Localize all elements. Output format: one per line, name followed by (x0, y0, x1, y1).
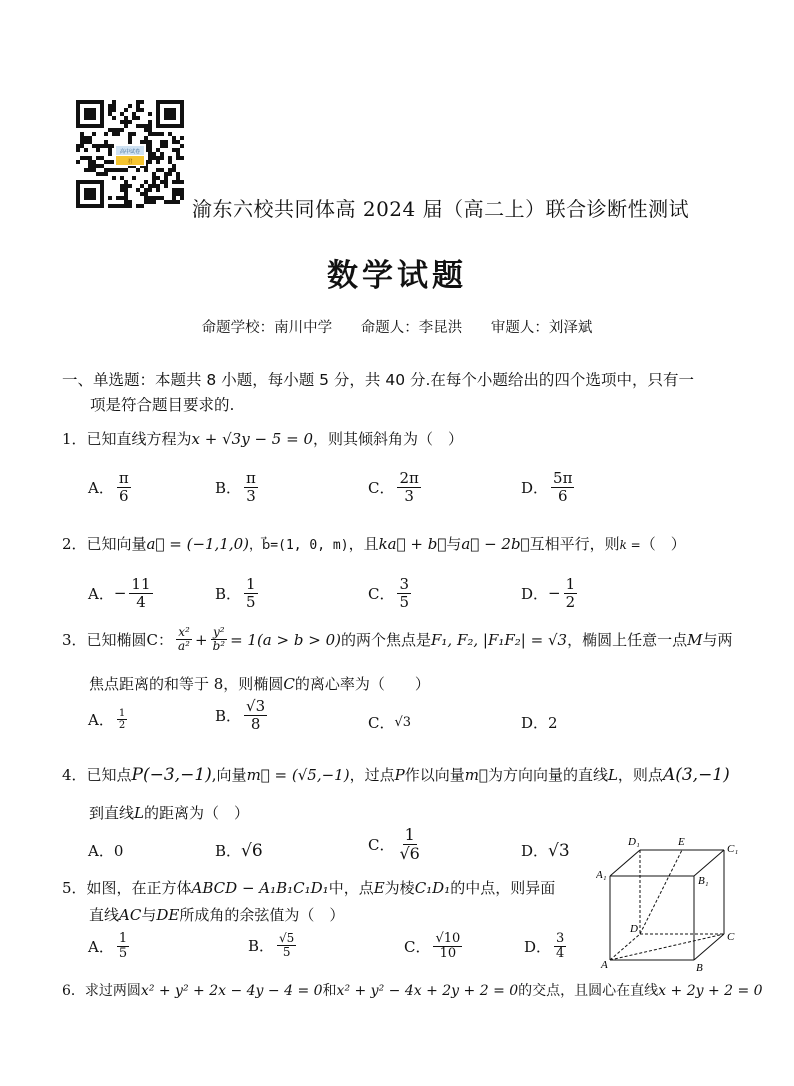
meta-school: 命题学校：南川中学 (201, 320, 333, 336)
frac-num: √3 (246, 697, 266, 715)
q3-condition: = 1(a > b > 0) (230, 630, 341, 649)
q6-text-b: 和 (322, 983, 337, 999)
label-a1: A₁ (596, 869, 607, 881)
qr-badge-line2: 君 (127, 159, 133, 165)
q4-vector-m: m⃗ = (√5,−1) (246, 766, 350, 784)
q4-text-d: 作以向量 (404, 766, 465, 784)
q5-e: E (373, 879, 385, 897)
option-label: D． (521, 842, 549, 860)
q6-text-c: 的交点，且圆心在直线 (518, 983, 659, 999)
q1-option-d[interactable] (521, 470, 577, 504)
q5-cube: ABCD − A₁B₁C₁D₁ (191, 879, 329, 897)
option-label: A． (88, 842, 114, 860)
q4-m: m⃗ (464, 766, 488, 784)
q3-line2-a: 焦点距离的和等于 8，则椭圆 (89, 675, 284, 693)
q4-line2-b: 的距离为（ ） (143, 804, 249, 822)
edge-a1-d1 (610, 850, 640, 876)
frac-num: 3 (399, 575, 410, 593)
frac-den: 10 (439, 946, 457, 962)
option-label: C． (368, 478, 395, 497)
q1-option-a[interactable] (88, 470, 134, 504)
option-sign: − (548, 584, 561, 602)
option-value: 2 (548, 713, 558, 732)
q5-option-a[interactable] (88, 932, 132, 962)
q4-text-e: 为方向向量的直线 (487, 766, 608, 784)
q5-text-b: 中，点 (328, 879, 374, 897)
q2-expr2: a⃗ − 2b⃗ (461, 535, 530, 553)
label-d: D (630, 923, 638, 935)
q2-vector-a: a⃗ = (−1,1,0) (146, 535, 250, 553)
label-a: A (601, 959, 608, 971)
q3-line2-b: 的离心率为（ ） (294, 675, 430, 693)
qr-code-image (76, 100, 184, 208)
frac-num: π (246, 469, 256, 487)
section-line1: 一、单选题：本题共 8 小题，每小题 5 分，共 40 分.在每个小题给出的四个选项中，只有一 (62, 371, 694, 389)
question-4-stem (62, 764, 730, 785)
q4-option-d[interactable] (521, 840, 570, 861)
q5-option-b[interactable] (248, 932, 299, 959)
q5-line2-b: 与 (141, 906, 157, 924)
frac-num: 1 (246, 575, 256, 593)
q3-text-a: 3．已知椭圆 (62, 631, 147, 650)
exam-meta (0, 316, 794, 337)
meta-reviewer: 审题人：刘泽斌 (490, 320, 593, 336)
frac-num: 11 (131, 575, 151, 593)
q5-text-d: 的中点，则异面 (450, 879, 556, 897)
frac-num: 2π (399, 469, 419, 487)
option-value: √3 (394, 715, 412, 730)
q4-option-a[interactable] (88, 840, 123, 861)
option-label: B． (215, 478, 242, 497)
frac-den: 8 (250, 714, 261, 733)
option-label: C． (368, 714, 395, 732)
option-label: A． (88, 478, 114, 497)
frac-den: 3 (404, 486, 414, 505)
option-label: C． (368, 584, 395, 603)
q3-foci: F₁, F₂, |F₁F₂| = √3 (430, 630, 568, 649)
q2-text-a: 2．已知向量 (62, 535, 147, 553)
segment-ac (610, 934, 724, 960)
q3-text-d: 与两 (702, 631, 733, 650)
label-e: E (678, 836, 685, 848)
option-label: C． (404, 938, 431, 957)
option-label: B． (215, 706, 242, 725)
question-2-stem (62, 533, 686, 554)
frac-num: π (118, 469, 129, 487)
q4-text-f: ，则点 (617, 766, 663, 784)
option-label: D． (521, 478, 549, 497)
option-value: √3 (548, 840, 570, 861)
q4-l2: L (134, 804, 144, 822)
edge-b1-c1 (694, 850, 724, 876)
q6-circle1: x² + y² + 2x − 4y − 4 = 0 (140, 983, 323, 999)
q3-point-m: M (687, 630, 703, 649)
section-heading (62, 368, 742, 418)
question-4-stem-line2 (89, 802, 249, 823)
option-label: B． (248, 937, 275, 956)
frac-num: 1 (565, 575, 576, 593)
q3-c: C (283, 675, 295, 693)
q3-b2: b² (212, 639, 226, 654)
option-value: 0 (113, 841, 124, 860)
q6-text-a: 6．求过两圆 (62, 983, 141, 999)
label-b: B (696, 962, 703, 972)
option-label: A． (88, 711, 114, 729)
q2-option-a[interactable] (88, 576, 156, 610)
exam-title: 数学试题 (327, 258, 467, 294)
q3-text-b: 的两个焦点是 (340, 631, 431, 650)
frac-den: 2 (118, 720, 126, 731)
q6-circle2: x² + y² − 4x + 2y + 2 = 0 (336, 983, 519, 999)
frac-num: 3 (556, 931, 565, 946)
q5-text-a: 5．如图，在正方体 (62, 879, 192, 897)
frac-num: 1 (118, 708, 126, 719)
q1-text-a: 1．已知直线方程为 (62, 430, 192, 448)
q4-l: L (607, 766, 618, 784)
q3-y2: y² (213, 625, 225, 639)
frac-den: 4 (136, 592, 146, 611)
option-label: A． (88, 938, 114, 957)
q2-text-e: （ ） (640, 535, 686, 553)
frac-num: √10 (435, 931, 461, 946)
question-5-stem-line2 (89, 904, 344, 925)
question-6-stem (62, 980, 763, 1000)
q2-option-b[interactable] (215, 576, 261, 610)
option-label: D． (521, 714, 549, 732)
q1-text-b: ，则其倾斜角为（ ） (312, 430, 463, 448)
label-c1: C₁ (727, 843, 739, 855)
q5-option-d[interactable] (524, 932, 569, 962)
q2-text-d: 互相平行，则 (529, 535, 620, 553)
q3-a2: a² (178, 639, 190, 654)
question-3-stem: 3．已知椭圆 C： $\frac{\text{x²}}{\text{a²}}$ + $\frac{\text{y²}}{\text{b²}}$ = 1(a > b > 0) 的两个焦点是 F₁, F₂, |F₁F₂| = √3 ，椭圆上任意一点 M 与两 (62, 625, 733, 654)
frac-den: 5 (399, 592, 410, 611)
q3-option-c[interactable] (368, 712, 411, 733)
frac-den: 6 (557, 486, 568, 505)
option-label: C． (368, 835, 395, 854)
q6-line: x + 2y + 2 = 0 (658, 983, 763, 999)
q1-formula: x + √3y − 5 = 0 (191, 430, 313, 448)
q5-option-c[interactable] (404, 932, 465, 962)
q2-option-c[interactable] (368, 576, 414, 610)
q4-option-c[interactable] (368, 826, 425, 862)
frac-den: 5 (118, 946, 128, 962)
frac-den: 2 (565, 592, 576, 611)
frac-den: √6 (399, 843, 420, 863)
qr-badge-line1: 高中试卷 (119, 149, 141, 155)
frac-num: 1 (404, 825, 415, 844)
q5-line2-a: 直线 (89, 906, 120, 924)
q3-x2: x² (178, 625, 190, 639)
q5-de: DE (156, 906, 180, 924)
q2-text-c: 与 (446, 535, 462, 553)
q5-ac: AC (119, 906, 142, 924)
q4-text-c: ，过点 (349, 766, 395, 784)
q3-text-c: ，椭圆上任意一点 (567, 631, 688, 650)
q4-line2-a: 到直线 (89, 804, 135, 822)
label-d1: D₁ (628, 836, 640, 848)
option-label: A． (88, 584, 114, 603)
question-1-stem (62, 428, 463, 449)
q3-option-b[interactable] (215, 698, 270, 732)
option-label: D． (521, 584, 549, 603)
frac-num: 1 (118, 931, 128, 946)
option-label: B． (215, 584, 242, 603)
q3-option-a[interactable] (88, 708, 130, 731)
segment-de (640, 850, 682, 934)
frac-num: 5π (553, 469, 573, 487)
q2-option-d[interactable] (521, 576, 580, 610)
q4-option-b[interactable] (215, 840, 263, 861)
frac-den: 3 (246, 486, 256, 505)
q2-vector-b: ，b⃗=(1, 0, m) (249, 538, 349, 553)
q4-text-b: ,向量 (211, 766, 247, 784)
frac-num: √5 (279, 931, 295, 945)
question-5-stem (62, 877, 555, 898)
q2-k: k = (619, 538, 641, 552)
option-value: √6 (241, 840, 263, 861)
q4-p: P (394, 766, 405, 784)
q2-expr1: ka⃗ + b⃗ (378, 535, 447, 553)
q3-ellipse-name: C： (146, 631, 174, 650)
q2-text-b: ，且 (348, 535, 379, 553)
q5-c1d1: C₁D₁ (414, 879, 451, 897)
cube-figure (596, 832, 746, 972)
q5-text-c: 为棱 (384, 879, 415, 897)
frac-den: 5 (282, 945, 291, 960)
q4-point-p: P(−3,−1) (131, 765, 212, 785)
school-title: 渝东六校共同体高 2024 届（高二上）联合诊断性测试 (192, 197, 690, 221)
frac-den: 4 (556, 946, 565, 962)
q5-line2-c: 所成角的余弦值为（ ） (179, 906, 345, 924)
q1-option-c[interactable] (368, 470, 424, 504)
q4-text-a: 4．已知点 (62, 766, 132, 784)
option-sign: − (113, 584, 127, 602)
option-label: B． (215, 842, 242, 860)
q4-point-a: A(3,−1) (662, 765, 730, 785)
label-b1: B₁ (698, 875, 709, 887)
label-c: C (727, 931, 735, 943)
option-label: D． (524, 938, 552, 957)
q1-option-b[interactable] (215, 470, 261, 504)
q3-option-d[interactable] (521, 712, 558, 733)
frac-den: 5 (246, 592, 256, 611)
question-3-stem-line2 (89, 673, 430, 694)
frac-den: 6 (119, 486, 129, 505)
meta-author: 命题人：李昆洪 (360, 320, 463, 336)
section-line2: 项是符合题目要求的. (90, 396, 235, 414)
